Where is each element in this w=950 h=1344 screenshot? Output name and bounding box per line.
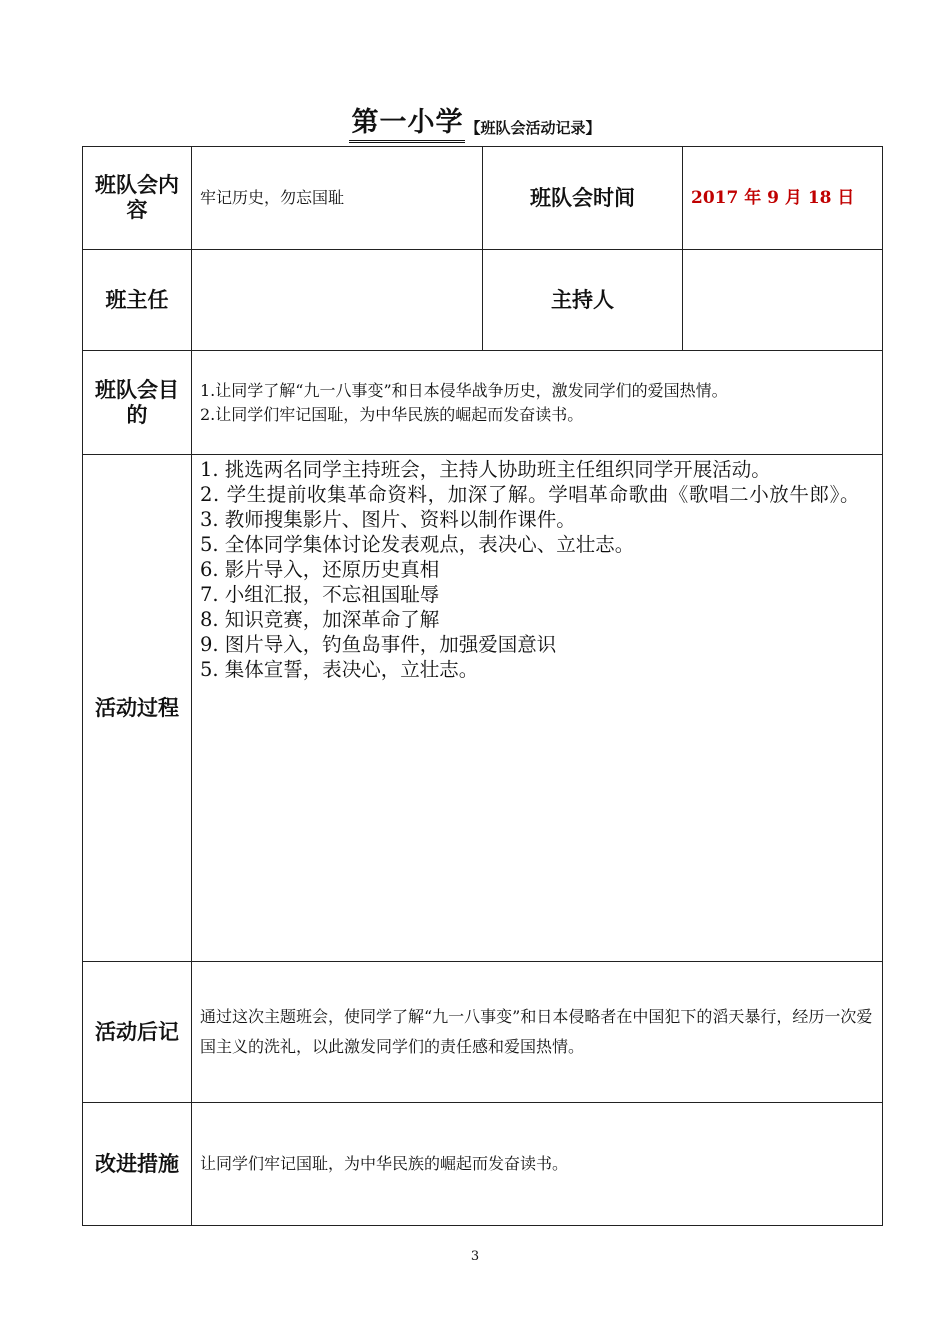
row-process: [83, 455, 883, 962]
host-value: [683, 250, 883, 351]
content-label: 班队会内容: [83, 147, 192, 250]
process-item: 6. 影片导入，还原历史真相: [200, 558, 440, 581]
teacher-value: [192, 250, 483, 351]
process-item: 1. 挑选两名同学主持班会，主持人协助班主任组织同学开展活动。: [200, 458, 771, 481]
goal-line: 1.让同学了解“九一八事变”和日本侵华战争历史，激发同学们的爱国热情。: [200, 380, 728, 400]
goal-line: 2.让同学们牢记国耻，为中华民族的崛起而发奋读书。: [200, 404, 584, 424]
process-item: 3. 教师搜集影片、图片、资料以制作课件。: [200, 508, 576, 531]
process-item: 5. 集体宣誓，表决心，立壮志。: [200, 658, 479, 681]
process-list: [192, 455, 883, 962]
host-label: 主持人: [483, 250, 683, 351]
process-item: 5. 全体同学集体讨论发表观点，表决心、立壮志。: [200, 533, 635, 556]
process-item: 2. 学生提前收集革命资料，加深了解。学唱革命歌曲《歌唱二小放牛郎》。: [200, 483, 861, 506]
row-reflection: [83, 962, 883, 1103]
row-goal: [83, 351, 883, 455]
process-item: 8. 知识竞赛，加深革命了解: [200, 608, 440, 631]
goal-label: 班队会目的: [83, 351, 192, 455]
row-improve: [83, 1103, 883, 1226]
teacher-label: 班主任: [83, 250, 192, 351]
process-item: 7. 小组汇报，不忘祖国耻辱: [200, 583, 440, 606]
process-item: 9. 图片导入，钓鱼岛事件，加强爱国意识: [200, 633, 557, 656]
activity-record-table: [82, 146, 883, 1226]
improve-value: 让同学们牢记国耻，为中华民族的崛起而发奋读书。: [192, 1103, 883, 1226]
row-content-time: [83, 147, 883, 250]
time-value: 2017 年 9 月 18 日: [683, 147, 883, 250]
page-title: [0, 106, 950, 143]
school-name: 第一小学: [349, 106, 465, 143]
improve-label: 改进措施: [83, 1103, 192, 1226]
time-label: 班队会时间: [483, 147, 683, 250]
content-value: 牢记历史，勿忘国耻: [192, 147, 483, 250]
row-teacher-host: [83, 250, 883, 351]
goal-content: [192, 351, 883, 455]
reflection-label: 活动后记: [83, 962, 192, 1103]
page-number: 3: [470, 1249, 480, 1264]
record-type: 【班队会活动记录】: [465, 119, 601, 137]
process-label: 活动过程: [83, 455, 192, 962]
reflection-value: 通过这次主题班会，使同学了解“九一八事变”和日本侵略者在中国犯下的滔天暴行，经历一次爱国主义的洗礼，以此激发同学们的责任感和爱国热情。: [192, 962, 883, 1103]
